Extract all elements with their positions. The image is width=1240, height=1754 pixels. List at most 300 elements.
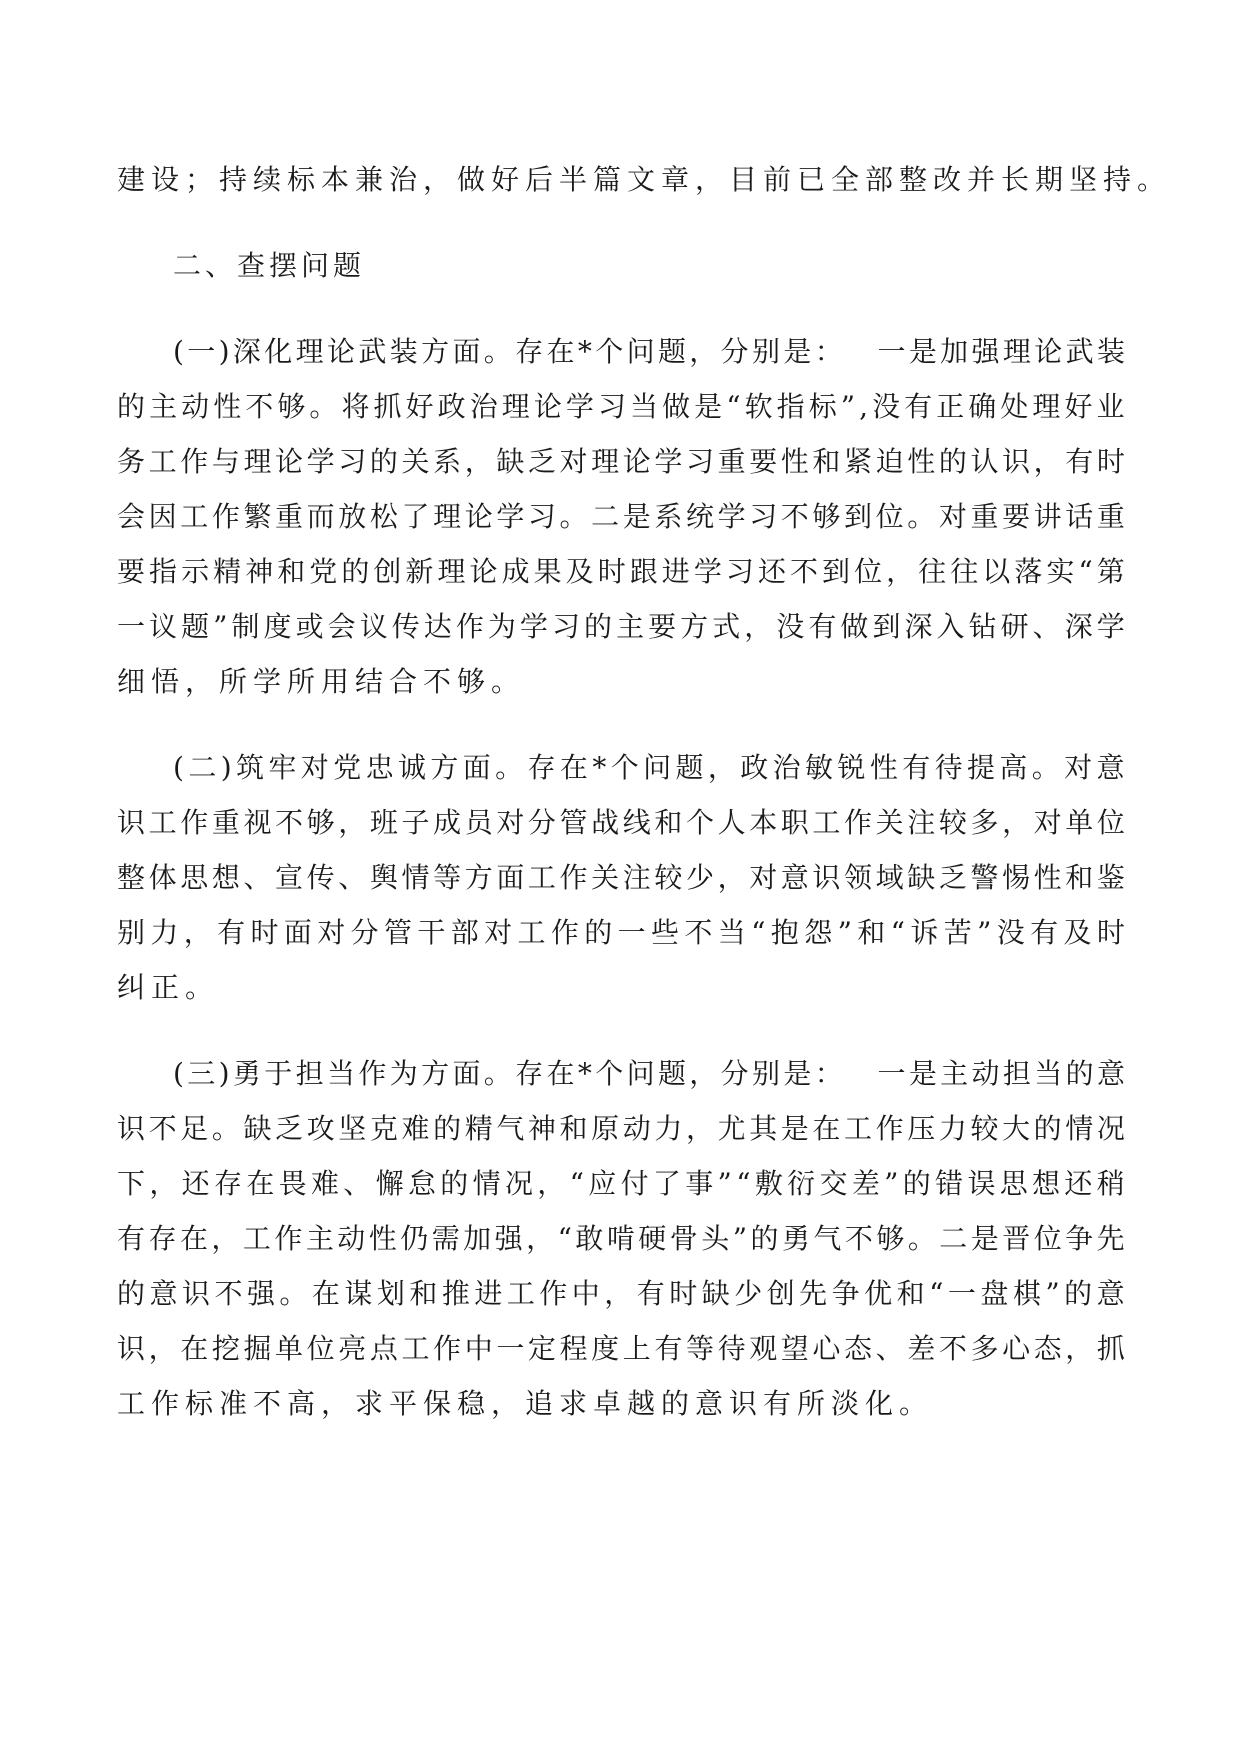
line-char: 下 [117,1167,146,1200]
line-char: 精 [464,1112,493,1145]
line-char: 时 [1096,445,1125,478]
paragraph-line [117,1329,1125,1384]
line-char: 学 [496,500,525,533]
line-char: 对 [559,445,588,478]
line-char: 论 [464,500,493,533]
line-char: ， [338,806,367,839]
line-char: 作 [180,806,209,839]
line-char: 有 [117,1222,146,1255]
line-char: 存 [213,1167,242,1200]
line-char: 重 [970,500,999,533]
line-char: 加 [463,1222,492,1255]
line-char: 动 [622,1112,651,1145]
line-char: 。 [495,751,524,784]
line-char: 态 [844,1332,873,1365]
line-char: 在 [179,1222,208,1255]
line-char: “ [557,1222,572,1255]
line-char: 意 [1096,1277,1125,1310]
line-char: 面 [462,751,491,784]
line-char: “ [929,1277,944,1310]
line-char: 作 [550,916,579,949]
line-char: 论 [275,445,304,478]
line-char: 和 [277,555,306,588]
line-char: 作 [844,806,873,839]
paragraph-line [117,497,1125,552]
line-char: 装 [1096,335,1125,368]
line-char: 标 [808,390,837,423]
line-char: 缺 [496,445,525,478]
line-char: ， [537,1167,566,1200]
line-char: 意 [1096,751,1125,784]
line-char: 是 [694,390,723,423]
line-char: 题 [181,610,210,643]
line-char: 业 [1096,390,1125,423]
line-char: 付 [620,1167,649,1200]
line-char: 别 [752,335,781,368]
line-char: 讲 [1033,500,1062,533]
line-char: 。 [907,1222,936,1255]
paragraph-gap [117,1023,1125,1054]
line-char: 实 [1046,555,1075,588]
line-char: 。 [309,390,338,423]
line-char: 为 [487,610,516,643]
line-char: 、 [338,861,367,894]
line-char: 优 [864,1277,893,1310]
line-char: 面 [496,861,525,894]
line-char: 做 [662,390,691,423]
line-char: 还 [1064,1167,1093,1200]
line-char: 工 [527,861,556,894]
line-char: 思 [999,1167,1028,1200]
line-char: 对 [300,751,329,784]
line-char: 宣 [275,861,304,894]
line-char: 有 [1030,916,1059,949]
line-char: 管 [559,806,588,839]
line-char: 识 [117,1112,146,1145]
line-char: 理 [243,445,272,478]
paragraph-line [117,858,1125,913]
line-char: 作 [875,1112,904,1145]
line-char: 话 [1065,500,1094,533]
line-char: “ [751,916,766,949]
line-char: 少 [685,861,714,894]
line-char: 或 [295,610,324,643]
line-char: ， [183,916,212,949]
line-char: 对 [317,916,346,949]
paragraph-line [117,607,1125,662]
line-char: 工 [148,445,177,478]
line-char: 部 [450,916,479,949]
line-char: 理 [501,390,530,423]
line-char: 好 [405,390,434,423]
line-char: ” [717,1167,732,1200]
line-char: 到 [844,500,873,533]
line-char: 乏 [275,1112,304,1145]
line-char: 够 [876,1222,905,1255]
line-char: 的 [902,1167,931,1200]
line-char: 位 [1033,1222,1062,1255]
line-char: 习 [725,555,754,588]
line-char: 一 [117,610,146,643]
line-char: 识 [117,1332,146,1365]
line-char: 争 [831,1277,860,1310]
line-char: 棋 [1012,1277,1041,1310]
line-char: 到 [872,610,901,643]
line-char: 注 [907,806,936,839]
line-char: 气 [496,1112,525,1145]
line-char: 成 [501,555,530,588]
line-char: 乏 [938,861,967,894]
line-char: 不 [214,1277,243,1310]
line-char: 方 [421,335,450,368]
line-char: 有 [902,751,931,784]
line-char: 理 [433,500,462,533]
line-char: 缺 [907,861,936,894]
line-char: 想 [1032,1167,1061,1200]
line-char: 注 [622,861,651,894]
line-char: ” [840,390,856,423]
paragraph-gap [117,215,1125,246]
line-char: 职 [780,806,809,839]
line-char: 要 [648,610,677,643]
line-char: 系 [433,445,462,478]
line-char: 理 [437,555,466,588]
line-char: 尤 [717,1112,746,1145]
line-char: 武 [358,335,387,368]
line-char: 力 [938,1112,967,1145]
line-char: 达 [423,610,452,643]
line-char: 谋 [344,1277,373,1310]
line-char: 处 [1000,390,1029,423]
line-char: 有 [636,1277,665,1310]
line-char: 学 [654,445,683,478]
line-char: 单 [1065,806,1094,839]
line-char: 性 [213,390,242,423]
line-char: 指 [149,555,178,588]
line-char: 的 [584,610,613,643]
line-char: 化 [264,335,293,368]
line-char: 。 [211,1112,240,1145]
line-char: 大 [1002,1112,1031,1145]
line-char: 。 [1031,751,1060,784]
line-char: ” [213,610,228,643]
line-char: 在 [180,1332,209,1365]
line-char: 及 [1063,916,1092,949]
paragraph-line [117,913,1125,968]
line-char: 诉 [910,916,939,949]
line-char: 应 [588,1167,617,1200]
line-char: 和 [559,1112,588,1145]
line-char: 到 [822,555,851,588]
line-char: 多 [970,806,999,839]
line-char: 是 [783,1057,812,1090]
line-char: 传 [306,861,335,894]
line-char: 畏 [278,1167,307,1200]
line-char: 存 [148,1222,177,1255]
line-char: 的 [117,1277,146,1310]
line-char: 钻 [968,610,997,643]
paragraph-line [117,1054,1125,1109]
line-char: 和 [654,806,683,839]
line-char: 当 [717,916,746,949]
line-char: 敢 [575,1222,604,1255]
line-char: 不 [780,500,809,533]
line-char: 位 [875,500,904,533]
line-char: ， [604,1277,633,1310]
line-char: 论 [1034,335,1063,368]
line-char: 诚 [397,751,426,784]
line-char: 方 [430,751,459,784]
line-char: 先 [799,1277,828,1310]
line-char: 时 [1096,916,1125,949]
line-char: 深 [1064,610,1093,643]
line-char: 勇 [781,1222,810,1255]
line-char: 和 [409,1277,438,1310]
paragraph-line [117,748,1125,803]
line-char: * [577,1057,592,1090]
line-char: 是 [970,1222,999,1255]
line-char: ) [220,751,232,784]
line-char: ， [717,861,746,894]
line-char: 划 [376,1277,405,1310]
line-text: 细悟，所学所用结合不够。 [117,665,526,698]
line-char: 深 [904,610,933,643]
line-char: ， [744,610,773,643]
line-char: 交 [819,1167,848,1200]
line-char: 三 [187,1057,216,1090]
line-char: 惕 [1002,861,1031,894]
line-char: 进 [474,1277,503,1310]
line-char: 重 [275,500,304,533]
line-char: 强 [971,335,1000,368]
line-char: 意 [149,1277,178,1310]
document-body [117,160,1172,1439]
line-char: “ [726,390,741,423]
line-char: 、 [1032,610,1061,643]
line-char: 有 [1065,445,1094,478]
line-char: 攻 [306,1112,335,1145]
line-char: 少 [734,1277,763,1310]
line-char: 及 [565,555,594,588]
line-char: 工 [148,806,177,839]
line-char: 啃 [606,1222,635,1255]
line-char: 度 [591,1332,620,1365]
line-char: 情 [1065,1112,1094,1145]
line-char: 学 [565,390,594,423]
line-char: 性 [907,445,936,478]
line-char: 对 [1033,806,1062,839]
line-char: ( [173,335,184,368]
line-char: 不 [789,555,818,588]
line-char: 稍 [1096,1167,1125,1200]
line-char: 有 [904,390,933,423]
line-char: 况 [1096,1112,1125,1145]
line-char: 精 [213,555,242,588]
line-char: 坚 [338,1112,367,1145]
line-char: 够 [306,806,335,839]
line-char: 态 [1033,1332,1062,1365]
line-char: 治 [469,390,498,423]
line-char: ， [149,1167,178,1200]
line-char: 二 [188,751,217,784]
line-char: 力 [654,1112,683,1145]
paragraph [117,1054,1125,1439]
line-char: 是 [908,335,937,368]
line-char: 是 [780,1112,809,1145]
line-char: 主 [616,610,645,643]
line-char: 争 [1065,1222,1094,1255]
line-char: 入 [936,610,965,643]
line-char: 传 [391,610,420,643]
line-char: 担 [295,1057,324,1090]
line-char: 党 [309,555,338,588]
line-char: 作 [539,1277,568,1310]
line-char: 工 [812,806,841,839]
line-char: 习 [551,610,580,643]
line-char: 观 [749,1332,778,1365]
line-char: 主 [940,1057,969,1090]
line-char: 不 [844,1222,873,1255]
line-char: 作 [358,1057,387,1090]
line-char: 硬 [638,1222,667,1255]
line-char: ， [526,1222,555,1255]
line-char: 没 [996,916,1025,949]
line-char: 不 [275,806,304,839]
line-char: “ [890,916,905,949]
line-char: 意 [780,861,809,894]
line-char: 克 [369,1112,398,1145]
line-char: 缺 [243,1112,272,1145]
line-char: 度 [263,610,292,643]
line-char: 在 [812,1112,841,1145]
line-char: 识 [812,861,841,894]
line-char: 懈 [375,1167,404,1200]
line-char: 作 [211,500,240,533]
line-char: 问 [626,1057,655,1090]
line-char: 要 [1002,500,1031,533]
line-char: 原 [591,1112,620,1145]
line-char: 理 [1002,335,1031,368]
line-char: 了 [401,500,430,533]
line-char: 好 [1064,390,1093,423]
line-char: ， [148,1332,177,1365]
line-char: ： [814,335,843,368]
line-text: 纠正。 [117,971,220,1004]
line-char: “ [1078,555,1093,588]
line-char: ， [1065,1332,1094,1365]
line-char: 题 [657,1057,686,1090]
line-char: 有 [654,1332,683,1365]
line-char: 乏 [527,445,556,478]
line-char: 性 [368,1222,397,1255]
line-char: 制 [231,610,260,643]
line-char: 担 [1002,1057,1031,1090]
line-char: 创 [373,555,402,588]
line-char: 。 [907,500,936,533]
line-char: 理 [591,445,620,478]
line-char: 动 [971,1057,1000,1090]
line-char: 面 [452,1057,481,1090]
line-char: 领 [844,861,873,894]
heading-text: 二、查摆问题 [173,249,366,282]
line-char: 深 [232,335,261,368]
line-char: 习 [749,500,778,533]
line-char: 性 [1033,861,1062,894]
line-char: 。 [559,500,588,533]
line-char: 中 [464,1332,493,1365]
line-char: 式 [712,610,741,643]
line-char: 等 [685,1332,714,1365]
line-char: 别 [117,916,146,949]
paragraph-line [117,1274,1125,1329]
line-char: 定 [527,1332,556,1365]
line-char: 难 [310,1167,339,1200]
line-char: 分 [350,916,379,949]
line-char: 的 [938,445,967,478]
paragraph-line [117,387,1125,442]
line-char: 武 [1065,335,1094,368]
line-char: 的 [369,445,398,478]
line-char: 待 [934,751,963,784]
line-char: 学 [693,555,722,588]
line-char: 跟 [629,555,658,588]
line-char: 警 [970,861,999,894]
line-char: 较 [938,806,967,839]
line-char: 子 [401,806,430,839]
line-char: 是 [783,335,812,368]
line-char: 和 [1065,861,1094,894]
line-char: 不 [938,1332,967,1365]
line-char: 怠 [407,1167,436,1200]
line-char: 成 [433,806,462,839]
line-char: 苦 [943,916,972,949]
line-char: 别 [752,1057,781,1090]
line-char: 方 [464,861,493,894]
line-char: 理 [1032,390,1061,423]
line-char: 面 [452,335,481,368]
line-char: 方 [680,610,709,643]
paragraph-line [117,160,1172,215]
line-char: 挖 [211,1332,240,1365]
line-char: 习 [597,390,626,423]
line-char: 些 [651,916,680,949]
line-char: ， [707,751,736,784]
line-char: 紧 [844,445,873,478]
line-char: 不 [148,1112,177,1145]
line-char: 是 [622,500,651,533]
line-char: 中 [571,1277,600,1310]
line-char: 单 [275,1332,304,1365]
paragraph-line [117,1109,1125,1164]
line-char: ， [464,445,493,478]
paragraph-gap [117,301,1125,332]
line-char: 往 [918,555,947,588]
line-char: 存 [515,1057,544,1090]
line-char: 以 [982,555,1011,588]
line-char: 抱 [770,916,799,949]
line-char: 落 [1014,555,1043,588]
line-char: 敷 [754,1167,783,1200]
line-char: 学 [306,445,335,478]
line-char: 要 [117,555,146,588]
line-char: ， [689,1057,718,1090]
line-char: 一 [496,1332,525,1365]
paragraph-line [117,662,1125,717]
line-char: 作 [433,1332,462,1365]
line-char: 盘 [980,1277,1009,1310]
line-char: 多 [970,1332,999,1365]
line-char: 上 [622,1332,651,1365]
